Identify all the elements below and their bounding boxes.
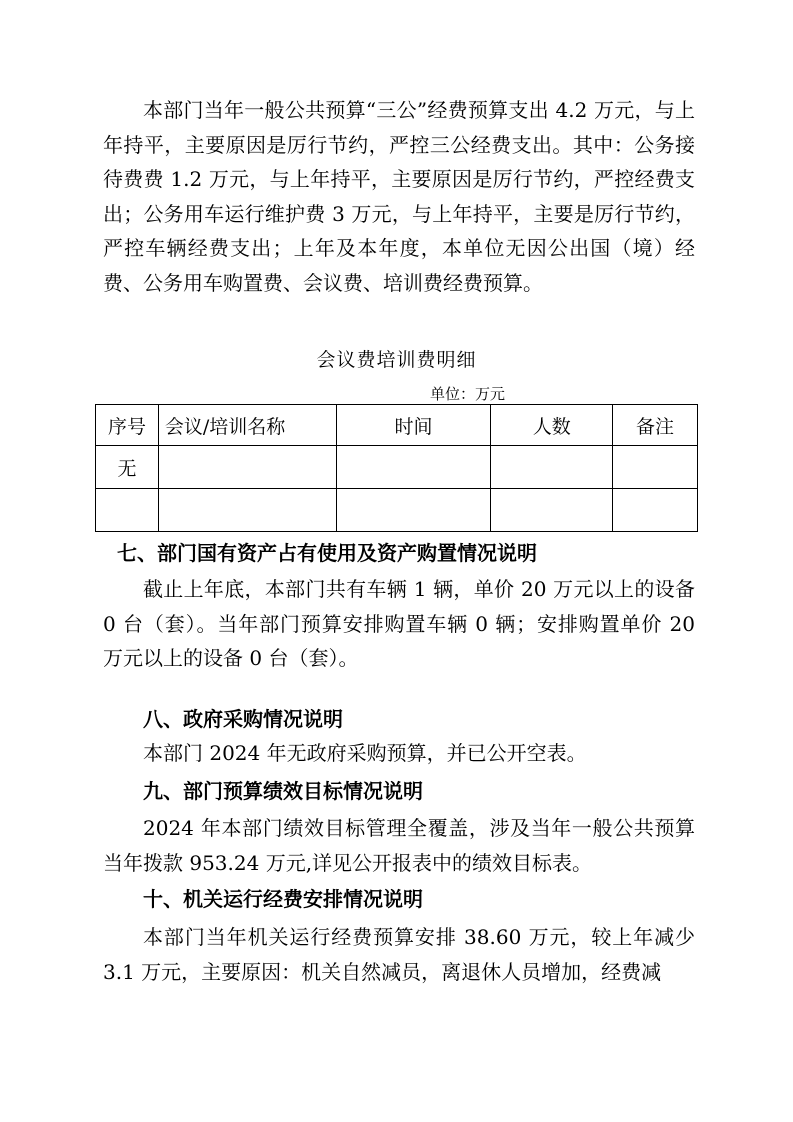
table-header-row	[96, 405, 698, 446]
table-row	[96, 446, 698, 489]
section-8-text: 本部门 2024 年无政府采购预算，并已公开空表。	[143, 741, 587, 765]
section-8-heading: 八、政府采购情况说明	[143, 707, 343, 731]
table-row	[96, 489, 698, 532]
table-cell	[336, 446, 491, 489]
table-unit: 单位：万元	[430, 385, 506, 403]
table-cell	[96, 489, 159, 532]
table-cell	[613, 489, 698, 532]
section-9-heading: 九、部门预算绩效目标情况说明	[143, 779, 423, 803]
header-time: 时间	[336, 405, 491, 446]
table-cell: 无	[96, 446, 159, 489]
table-cell	[336, 489, 491, 532]
header-name: 会议/培训名称	[158, 405, 336, 446]
section-7-heading: 七、部门国有资产占有使用及资产购置情况说明	[117, 541, 537, 565]
section-10-text: 本部门当年机关运行经费预算安排 38.60 万元，较上年减少 3.1 万元，主要原因：机关自然减员，离退休人员增加，经费减	[103, 925, 695, 984]
table-cell	[491, 446, 613, 489]
section-7-text: 截止上年底，本部门共有车辆 1 辆，单价 20 万元以上的设备 0 台（套）。当年部门预算安排购置车辆 0 辆；安排购置单价 20 万元以上的设备 0 台（套）。	[103, 577, 695, 671]
table-cell	[158, 489, 336, 532]
table-cell	[158, 446, 336, 489]
section-9-text: 2024 年本部门绩效目标管理全覆盖，涉及当年一般公共预算当年拨款 953.24 万元,详见公开报表中的绩效目标表。	[103, 816, 695, 875]
sangong-paragraph: 本部门当年一般公共预算“三公”经费预算支出 4.2 万元，与上年持平，主要原因是厉行节约，严控三公经费支出。其中：公务接待费费 1.2 万元，与上年持平，主要原因是厉行节约，严控经费支出；公务用车运行维护费 3 万元，与上年持平，主要是厉行节约，严控车辆经费支出；上年及本年度，本单位无因公出国（境）经费、公务用车购置费、会议费、培训费经费预算。	[103, 98, 695, 295]
table-cell	[491, 489, 613, 532]
meeting-training-table	[95, 404, 698, 532]
table-caption: 会议费培训费明细	[316, 349, 477, 371]
header-remark: 备注	[613, 405, 698, 446]
section-10-heading: 十、机关运行经费安排情况说明	[143, 887, 423, 911]
header-count: 人数	[491, 405, 613, 446]
header-index: 序号	[96, 405, 159, 446]
table-cell	[613, 446, 698, 489]
